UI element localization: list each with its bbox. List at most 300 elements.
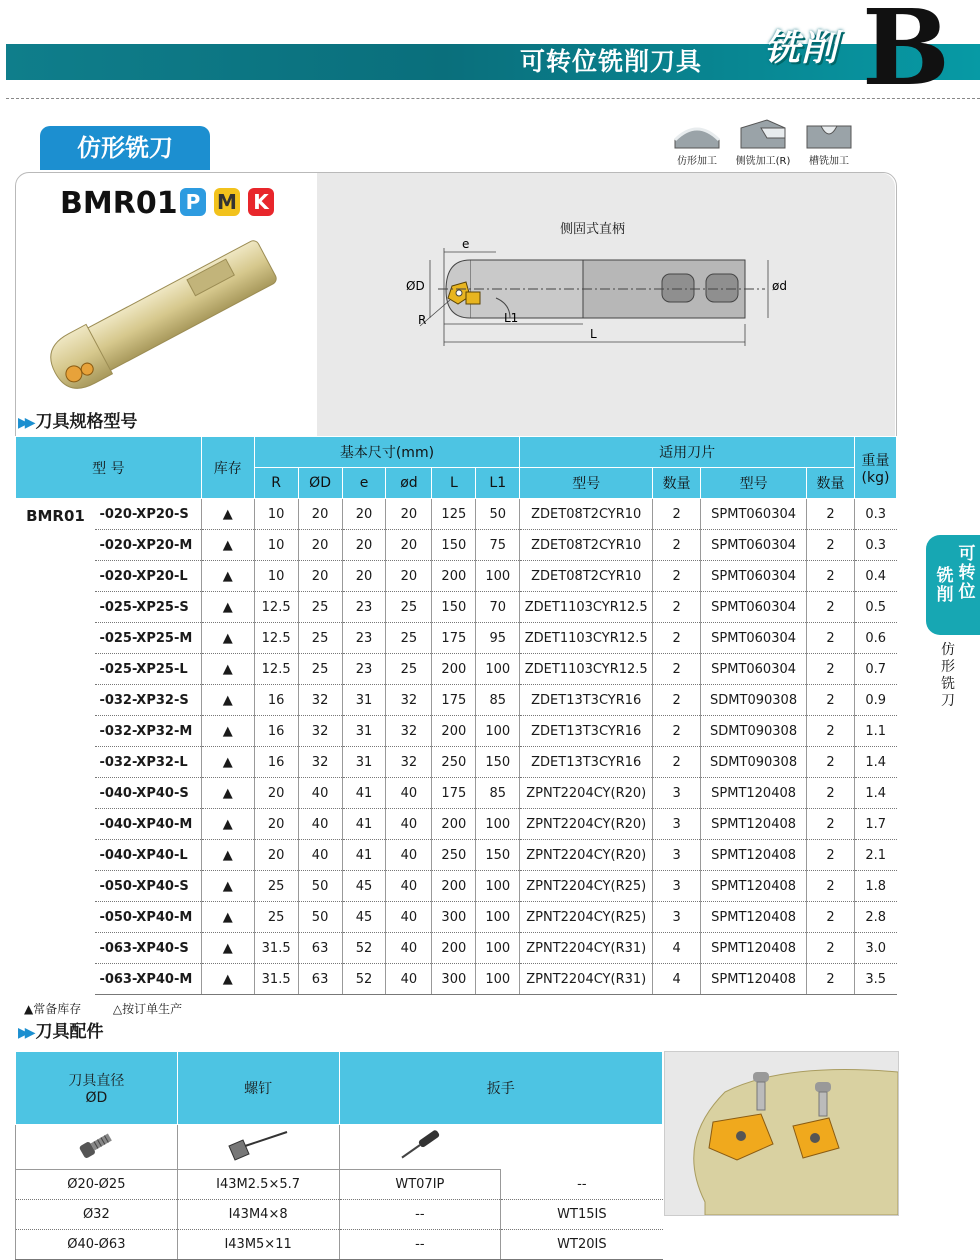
cell: --: [339, 1230, 501, 1260]
cell: SDMT090308: [701, 716, 807, 747]
cell: 250: [432, 840, 476, 871]
model-code: -020-XP20-S: [95, 499, 201, 530]
table-row: [16, 871, 897, 902]
cell: 20: [342, 561, 386, 592]
cell: ZDET1103CYR12.5: [520, 654, 653, 685]
cell: 300: [432, 964, 476, 995]
spec-table: [15, 436, 897, 995]
cell: 1.4: [854, 747, 896, 778]
product-model: BMR01: [60, 186, 178, 221]
cell: 40: [386, 809, 432, 840]
cell: 250: [432, 747, 476, 778]
cell: SDMT090308: [701, 685, 807, 716]
cell: 16: [254, 685, 298, 716]
cell: 2: [807, 778, 855, 809]
drawing-title: 侧固式直柄: [560, 222, 626, 237]
cell: 20: [386, 561, 432, 592]
cell: 100: [476, 809, 520, 840]
th-e: e: [342, 468, 386, 499]
cell: 150: [432, 530, 476, 561]
header-badge: 铣削: [764, 28, 839, 69]
model-code: -040-XP40-M: [95, 809, 201, 840]
cell: ▲: [201, 592, 254, 623]
th-D: ØD: [298, 468, 342, 499]
cell: ▲: [201, 561, 254, 592]
screw-icon: [74, 1130, 118, 1160]
cell: ZPNT2204CY(R25): [520, 871, 653, 902]
cell: 12.5: [254, 592, 298, 623]
cell: 85: [476, 685, 520, 716]
process-side: [734, 114, 792, 167]
model-code: -032-XP32-M: [95, 716, 201, 747]
cell: SPMT060304: [701, 530, 807, 561]
label-R: R: [418, 313, 427, 327]
cell: 2: [807, 623, 855, 654]
side-tab-sub: 仿形铣刀: [941, 642, 955, 709]
cell: 3.5: [854, 964, 896, 995]
torx-key-icon: [223, 1128, 293, 1162]
material-badge-k: K: [248, 188, 274, 216]
table-row: [16, 530, 897, 561]
process-label: 仿形加工: [677, 156, 717, 167]
cell: 25: [298, 623, 342, 654]
th-screw: 螺钉: [177, 1052, 339, 1125]
cell: 20: [386, 499, 432, 530]
cell: 200: [432, 654, 476, 685]
cell: 50: [476, 499, 520, 530]
cell: 100: [476, 654, 520, 685]
cell: 0.4: [854, 561, 896, 592]
cell: 40: [298, 778, 342, 809]
cell: 0.3: [854, 530, 896, 561]
cell: 41: [342, 840, 386, 871]
model-code: -063-XP40-S: [95, 933, 201, 964]
cell: 25: [254, 902, 298, 933]
cell: 2: [653, 623, 701, 654]
profile-milling-icon: [671, 114, 723, 152]
side-tab-col1: 可转位: [958, 544, 976, 602]
cell: 200: [432, 809, 476, 840]
cell: 40: [386, 964, 432, 995]
cell: ZPNT2204CY(R25): [520, 902, 653, 933]
cell: 1.4: [854, 778, 896, 809]
screwdriver-icon-cell: [339, 1125, 501, 1170]
th-insert-model-2: 型号: [701, 468, 807, 499]
cell: 63: [298, 933, 342, 964]
cell: 2: [653, 716, 701, 747]
cell: ZDET08T2CYR10: [520, 499, 653, 530]
slot-milling-icon: [803, 114, 855, 152]
material-badge-p: P: [180, 188, 206, 216]
table-row: [16, 964, 897, 995]
cell: WT07IP: [339, 1170, 501, 1200]
cell: 32: [298, 685, 342, 716]
cell: I43M4×8: [177, 1200, 339, 1230]
model-code: -050-XP40-S: [95, 871, 201, 902]
cell: SPMT120408: [701, 871, 807, 902]
cell: 2: [653, 561, 701, 592]
cell: 2: [807, 809, 855, 840]
cell: ZDET13T3CYR16: [520, 747, 653, 778]
cell: 2.1: [854, 840, 896, 871]
cell: 25: [386, 592, 432, 623]
spec-heading: ▶▶ 刀具规格型号: [18, 410, 138, 434]
header-divider: [6, 98, 980, 99]
cell: 2: [807, 561, 855, 592]
table-row: [16, 623, 897, 654]
cell: ZPNT2204CY(R20): [520, 840, 653, 871]
cell: 0.3: [854, 499, 896, 530]
cell: 100: [476, 902, 520, 933]
th-model: 型 号: [16, 437, 202, 499]
torx-key-icon-cell: [177, 1125, 339, 1170]
cell: 2: [653, 530, 701, 561]
cell: 3: [653, 871, 701, 902]
cell: 20: [342, 499, 386, 530]
cell: 4: [653, 964, 701, 995]
cell: I43M2.5×5.7: [177, 1170, 339, 1200]
cell: 2: [653, 654, 701, 685]
cell: 2: [653, 592, 701, 623]
cell: --: [339, 1200, 501, 1230]
cell: SPMT120408: [701, 778, 807, 809]
cell: 2: [807, 685, 855, 716]
cell: 200: [432, 871, 476, 902]
cell: 40: [386, 778, 432, 809]
cell: ZDET1103CYR12.5: [520, 592, 653, 623]
table-row: [16, 592, 897, 623]
cell: ZDET1103CYR12.5: [520, 623, 653, 654]
cell: ▲: [201, 933, 254, 964]
cell: ZPNT2204CY(R20): [520, 778, 653, 809]
cell: 200: [432, 716, 476, 747]
cell: WT20IS: [501, 1230, 663, 1260]
th-insert-qty-2: 数量: [807, 468, 855, 499]
cell: 31.5: [254, 933, 298, 964]
cell: 0.5: [854, 592, 896, 623]
label-e: e: [462, 238, 470, 251]
th-L: L: [432, 468, 476, 499]
cell: 20: [386, 530, 432, 561]
cell: 1.7: [854, 809, 896, 840]
cell: 20: [298, 499, 342, 530]
cell: ZPNT2204CY(R31): [520, 964, 653, 995]
cell: 63: [298, 964, 342, 995]
th-d: ød: [386, 468, 432, 499]
table-row: [16, 1200, 663, 1230]
cell: 25: [298, 592, 342, 623]
cell: 10: [254, 561, 298, 592]
cell: 31: [342, 685, 386, 716]
table-row: [16, 1170, 663, 1200]
table-row: [16, 809, 897, 840]
cell: 40: [298, 809, 342, 840]
cell: ▲: [201, 530, 254, 561]
cell: 3: [653, 840, 701, 871]
cell: Ø32: [16, 1200, 178, 1230]
model-code: -040-XP40-S: [95, 778, 201, 809]
cell: SPMT060304: [701, 499, 807, 530]
cell: 3: [653, 902, 701, 933]
table-row: [16, 747, 897, 778]
cell: 50: [298, 871, 342, 902]
th-wrench: 扳手: [339, 1052, 663, 1125]
label-L1: L1: [504, 311, 519, 325]
cell: ▲: [201, 654, 254, 685]
th-insert-qty-1: 数量: [653, 468, 701, 499]
cell: --: [501, 1170, 663, 1200]
cell: 32: [386, 685, 432, 716]
cell: 25: [298, 654, 342, 685]
cell: 31: [342, 747, 386, 778]
process-profile: [668, 114, 726, 167]
cell: 20: [254, 778, 298, 809]
th-insert-model-1: 型号: [520, 468, 653, 499]
cell: 175: [432, 623, 476, 654]
cell: 32: [298, 716, 342, 747]
cell: ▲: [201, 623, 254, 654]
cell: 2: [807, 964, 855, 995]
label-L: L: [590, 327, 597, 341]
cell: 150: [476, 747, 520, 778]
cell: ▲: [201, 871, 254, 902]
legend-order: △按订单生产: [112, 1002, 183, 1016]
table-row: [16, 1230, 663, 1260]
cell: 85: [476, 778, 520, 809]
cell: 125: [432, 499, 476, 530]
cell: 25: [386, 654, 432, 685]
side-tab-col2: 铣削: [936, 566, 954, 605]
cell: 40: [386, 871, 432, 902]
label-d: ød: [772, 279, 787, 293]
cell: 70: [476, 592, 520, 623]
cell: 1.1: [854, 716, 896, 747]
cell: SPMT120408: [701, 902, 807, 933]
cell: 40: [298, 840, 342, 871]
cell: 2: [807, 499, 855, 530]
cell: 32: [298, 747, 342, 778]
cell: 2: [807, 871, 855, 902]
series-name: BMR01: [26, 507, 85, 525]
cell: 40: [386, 902, 432, 933]
cell: ▲: [201, 964, 254, 995]
cell: 2: [653, 747, 701, 778]
table-row: [16, 716, 897, 747]
cell: SPMT120408: [701, 964, 807, 995]
cell: SPMT060304: [701, 623, 807, 654]
cell: 2: [807, 716, 855, 747]
process-label: 槽铣加工: [809, 156, 849, 167]
accessories-heading: ▶▶ 刀具配件: [18, 1020, 104, 1044]
process-slot: [800, 114, 858, 167]
cell: 50: [298, 902, 342, 933]
cell: 41: [342, 778, 386, 809]
cell: ▲: [201, 716, 254, 747]
cell: 100: [476, 871, 520, 902]
table-row: [16, 902, 897, 933]
cell: 100: [476, 716, 520, 747]
model-code: -025-XP25-S: [95, 592, 201, 623]
cell: WT15IS: [501, 1200, 663, 1230]
cell: 2: [807, 902, 855, 933]
cell: ▲: [201, 685, 254, 716]
cell: 20: [254, 840, 298, 871]
cell: SPMT120408: [701, 809, 807, 840]
section-letter: B: [862, 0, 950, 109]
cell: 0.7: [854, 654, 896, 685]
cell: ZDET08T2CYR10: [520, 561, 653, 592]
cell: 200: [432, 933, 476, 964]
cell: 2: [807, 530, 855, 561]
screw-icon-cell: [16, 1125, 178, 1170]
cell: 52: [342, 933, 386, 964]
cell: 175: [432, 778, 476, 809]
cell: 100: [476, 964, 520, 995]
cell: 2: [653, 685, 701, 716]
stock-legend: [24, 1000, 182, 1018]
cell: 20: [298, 530, 342, 561]
th-diameter: 刀具直径 ØD: [16, 1052, 178, 1125]
cell: 100: [476, 561, 520, 592]
model-code: -025-XP25-M: [95, 623, 201, 654]
model-code: -025-XP25-L: [95, 654, 201, 685]
table-row: [16, 933, 897, 964]
cell: 3: [653, 778, 701, 809]
model-code: -063-XP40-M: [95, 964, 201, 995]
cell: 23: [342, 592, 386, 623]
cell: 12.5: [254, 623, 298, 654]
arrow-icon: ▶▶: [18, 415, 32, 431]
accessory-photo: [664, 1051, 899, 1216]
arrow-icon: ▶▶: [18, 1025, 32, 1041]
cell: I43M5×11: [177, 1230, 339, 1260]
model-code: -032-XP32-L: [95, 747, 201, 778]
cell: ZPNT2204CY(R20): [520, 809, 653, 840]
cell: 3: [653, 809, 701, 840]
cell: 52: [342, 964, 386, 995]
cell: 100: [476, 933, 520, 964]
table-row: [16, 654, 897, 685]
th-R: R: [254, 468, 298, 499]
cell: 20: [342, 530, 386, 561]
cell: ZPNT2204CY(R31): [520, 933, 653, 964]
cell: 40: [386, 840, 432, 871]
th-weight: 重量 (kg): [854, 437, 896, 499]
cell: 20: [298, 561, 342, 592]
cell: 2: [807, 654, 855, 685]
th-dims: 基本尺寸(mm): [254, 437, 520, 468]
cell: SPMT120408: [701, 840, 807, 871]
cell: ZDET08T2CYR10: [520, 530, 653, 561]
cell: ZDET13T3CYR16: [520, 716, 653, 747]
legend-stock: ▲常备库存: [24, 1002, 82, 1016]
side-tab-label: [932, 545, 980, 625]
side-milling-icon: [737, 114, 789, 152]
cell: ZDET13T3CYR16: [520, 685, 653, 716]
cell: 20: [254, 809, 298, 840]
cell: 31.5: [254, 964, 298, 995]
cell: 31: [342, 716, 386, 747]
cell: ▲: [201, 902, 254, 933]
cell: 300: [432, 902, 476, 933]
cell: 41: [342, 809, 386, 840]
cell: 150: [476, 840, 520, 871]
cell: 2: [807, 933, 855, 964]
model-code: -032-XP32-S: [95, 685, 201, 716]
cell: 16: [254, 747, 298, 778]
material-badge-m: M: [214, 188, 240, 216]
label-D: ØD: [406, 279, 425, 293]
cell: 1.8: [854, 871, 896, 902]
cell: 175: [432, 685, 476, 716]
cell: 2: [807, 747, 855, 778]
cell: Ø20-Ø25: [16, 1170, 178, 1200]
cell: 2: [807, 840, 855, 871]
table-row: [16, 499, 897, 530]
cell: 45: [342, 902, 386, 933]
section-title: 仿形铣刀: [40, 126, 210, 170]
cell: 10: [254, 530, 298, 561]
process-label: 侧铣加工(R): [735, 156, 791, 167]
cell: 0.6: [854, 623, 896, 654]
cell: SDMT090308: [701, 747, 807, 778]
cell: 2: [807, 592, 855, 623]
cell: 150: [432, 592, 476, 623]
tool-photo: [30, 228, 300, 398]
model-code: -020-XP20-M: [95, 530, 201, 561]
th-L1: L1: [476, 468, 520, 499]
cell: ▲: [201, 778, 254, 809]
cell: SPMT060304: [701, 561, 807, 592]
cell: SPMT060304: [701, 592, 807, 623]
screwdriver-icon: [390, 1128, 450, 1162]
cell: 200: [432, 561, 476, 592]
technical-drawing: [400, 238, 795, 356]
cell: 25: [386, 623, 432, 654]
th-stock: 库存: [201, 437, 254, 499]
table-row: [16, 685, 897, 716]
cell: 95: [476, 623, 520, 654]
cell: 75: [476, 530, 520, 561]
cell: 32: [386, 716, 432, 747]
header-title: 可转位铣削刀具: [520, 47, 703, 76]
cell: 2: [653, 499, 701, 530]
cell: ▲: [201, 840, 254, 871]
cell: 0.9: [854, 685, 896, 716]
table-row: [16, 840, 897, 871]
cell: 12.5: [254, 654, 298, 685]
cell: SPMT060304: [701, 654, 807, 685]
cell: Ø40-Ø63: [16, 1230, 178, 1260]
cell: 40: [386, 933, 432, 964]
cell: 16: [254, 716, 298, 747]
table-row: [16, 561, 897, 592]
accessories-table: [15, 1051, 663, 1260]
cell: 25: [254, 871, 298, 902]
cell: 2.8: [854, 902, 896, 933]
cell: 23: [342, 623, 386, 654]
model-code: -040-XP40-L: [95, 840, 201, 871]
cell: 23: [342, 654, 386, 685]
model-code: -050-XP40-M: [95, 902, 201, 933]
cell: 3.0: [854, 933, 896, 964]
cell: ▲: [201, 747, 254, 778]
th-insert: 适用刀片: [520, 437, 855, 468]
cell: 32: [386, 747, 432, 778]
table-row: [16, 778, 897, 809]
model-code: -020-XP20-L: [95, 561, 201, 592]
cell: SPMT120408: [701, 933, 807, 964]
